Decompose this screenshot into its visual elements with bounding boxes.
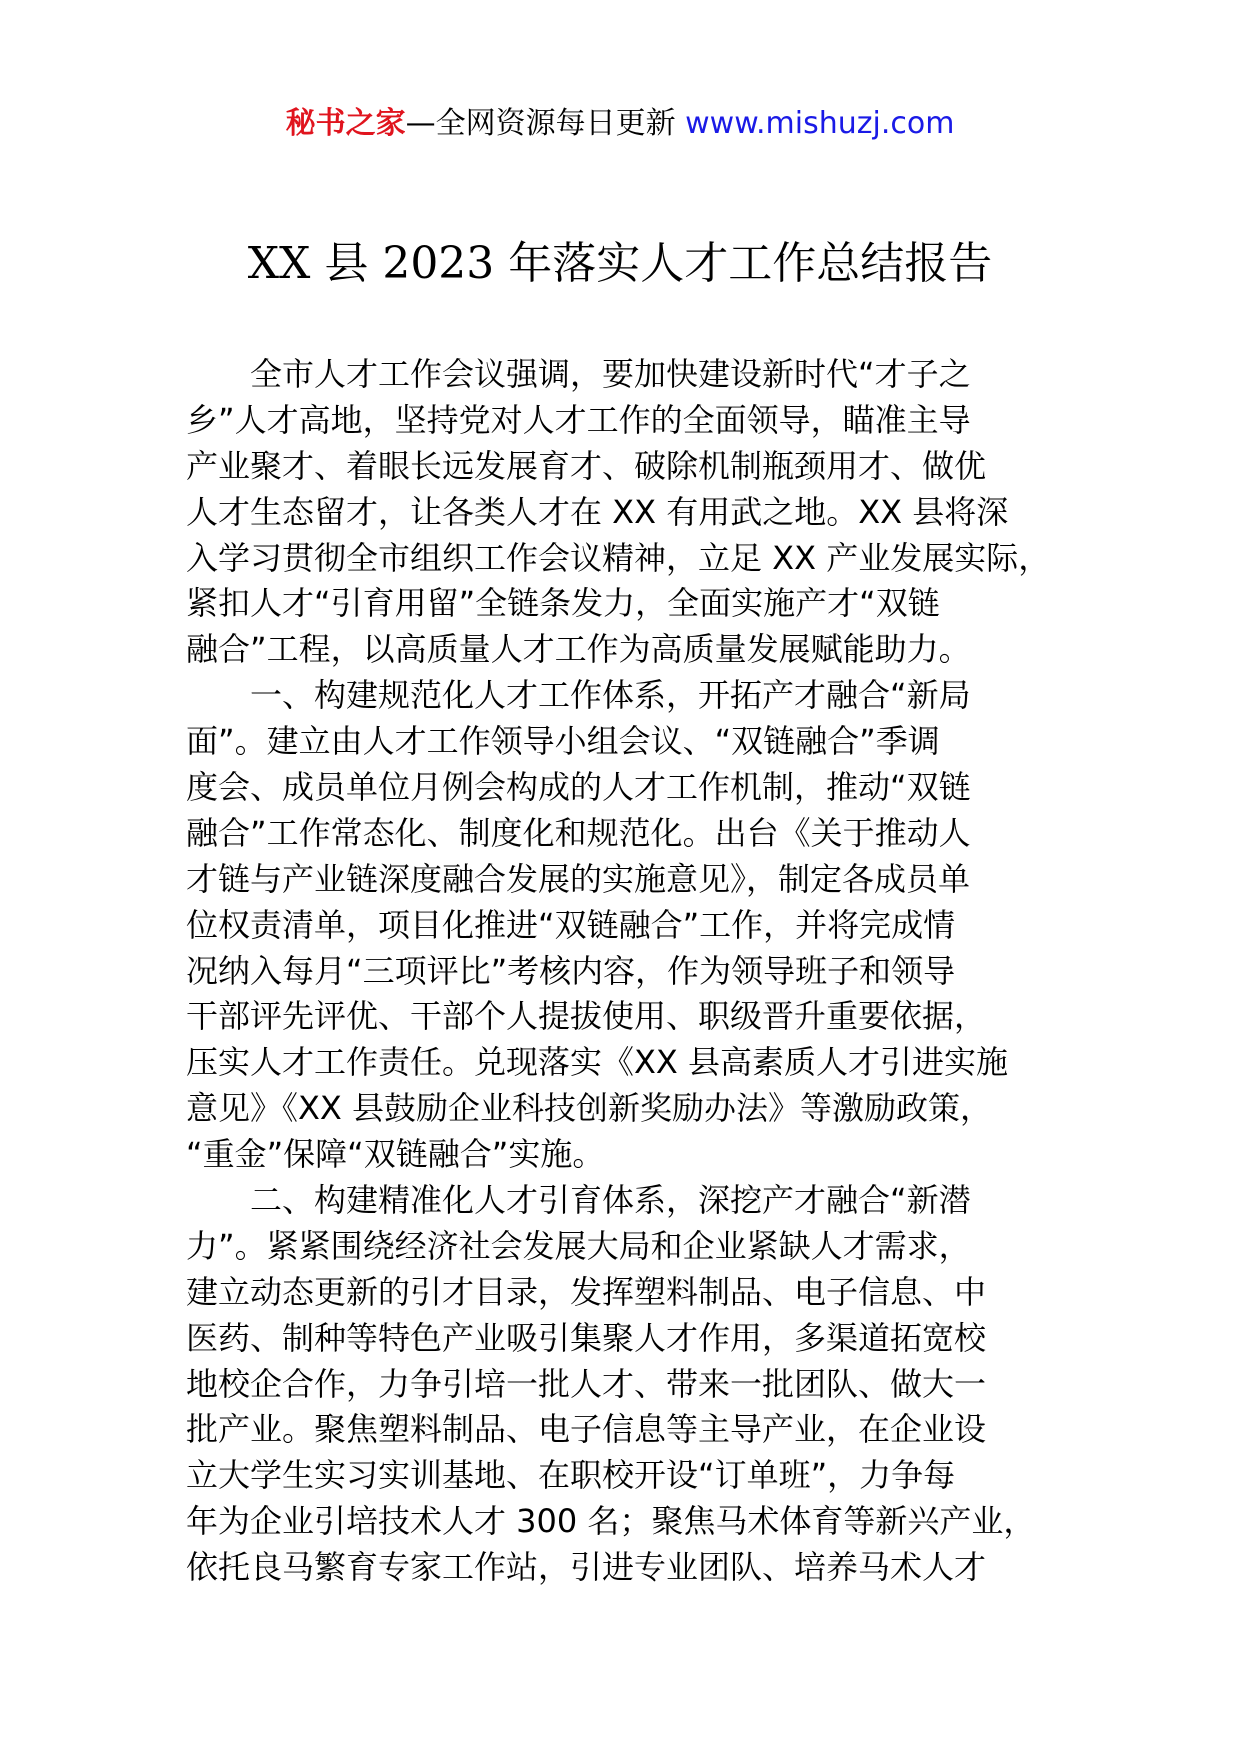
body-text-line: 融合”工作常态化、制度化和规范化。出台《关于推动人	[186, 813, 971, 852]
header-tagline: —全网资源每日更新	[405, 106, 686, 141]
body-text-line: 压实人才工作责任。兑现落实《XX 县高素质人才引进实施	[186, 1043, 1009, 1082]
body-text-line: 批产业。聚焦塑料制品、电子信息等主导产业，在企业设	[186, 1410, 987, 1449]
body-text-line: 产业聚才、着眼长远发展育才、破除机制瓶颈用才、做优	[186, 446, 987, 485]
body-text-line: 全市人才工作会议强调，要加快建设新时代“才子之	[250, 355, 971, 393]
body-text-line: 二、构建精准化人才引育体系，深挖产才融合“新潜	[250, 1181, 971, 1220]
header-brand: 秘书之家	[285, 106, 406, 141]
body-text-line: 人才生态留才，让各类人才在 XX 有用武之地。XX 县将深	[186, 492, 1009, 531]
body-text-line: “重金”保障“双链融合”实施。	[186, 1135, 605, 1174]
body-text-line: 意见》《XX 县鼓励企业科技创新奖励办法》等激励政策，	[186, 1089, 993, 1128]
body-text-line: 依托良马繁育专家工作站，引进专业团队、培养马术人才	[186, 1548, 987, 1587]
header-url-link[interactable]: www.mishuzj.com	[685, 106, 955, 141]
body-text-line: 紧扣人才“引育用留”全链条发力，全面实施产才“双链	[186, 584, 940, 623]
document-body	[186, 352, 1066, 1591]
body-text-line: 位权责清单，项目化推进“双链融合”工作，并将完成情	[186, 905, 956, 944]
body-text-line: 况纳入每月“三项评比”考核内容，作为领导班子和领导	[186, 951, 956, 990]
body-text-line: 建立动态更新的引才目录，发挥塑料制品、电子信息、中	[186, 1272, 987, 1311]
body-text-line: 面”。建立由人才工作领导小组会议、“双链融合”季调	[186, 722, 940, 761]
body-text-line: 干部评先评优、干部个人提拔使用、职级晋升重要依据，	[186, 997, 987, 1036]
body-text-line: 立大学生实习实训基地、在职校开设“订单班”，力争每	[186, 1456, 956, 1495]
body-text-line: 入学习贯彻全市组织工作会议精神，立足 XX 产业发展实际，	[186, 538, 1051, 577]
body-text-line: 医药、制种等特色产业吸引集聚人才作用，多渠道拓宽校	[186, 1318, 987, 1357]
body-text-line: 力”。紧紧围绕经济社会发展大局和企业紧缺人才需求，	[186, 1226, 971, 1265]
document-title: XX 县 2023 年落实人才工作总结报告	[247, 238, 993, 289]
body-text-line: 乡”人才高地，坚持党对人才工作的全面领导，瞄准主导	[186, 400, 971, 439]
body-text-line: 一、构建规范化人才工作体系，开拓产才融合“新局	[250, 676, 971, 715]
body-text-line: 度会、成员单位月例会构成的人才工作机制，推动“双链	[186, 768, 971, 807]
body-text-line: 融合”工程，以高质量人才工作为高质量发展赋能助力。	[186, 630, 971, 669]
body-text-line: 才链与产业链深度融合发展的实施意见》，制定各成员单	[186, 859, 971, 898]
header-banner	[0, 100, 1240, 148]
body-text-line: 年为企业引培技术人才 300 名；聚焦马术体育等新兴产业，	[186, 1502, 1036, 1541]
body-text-line: 地校企合作，力争引培一批人才、带来一批团队、做大一	[186, 1364, 987, 1403]
